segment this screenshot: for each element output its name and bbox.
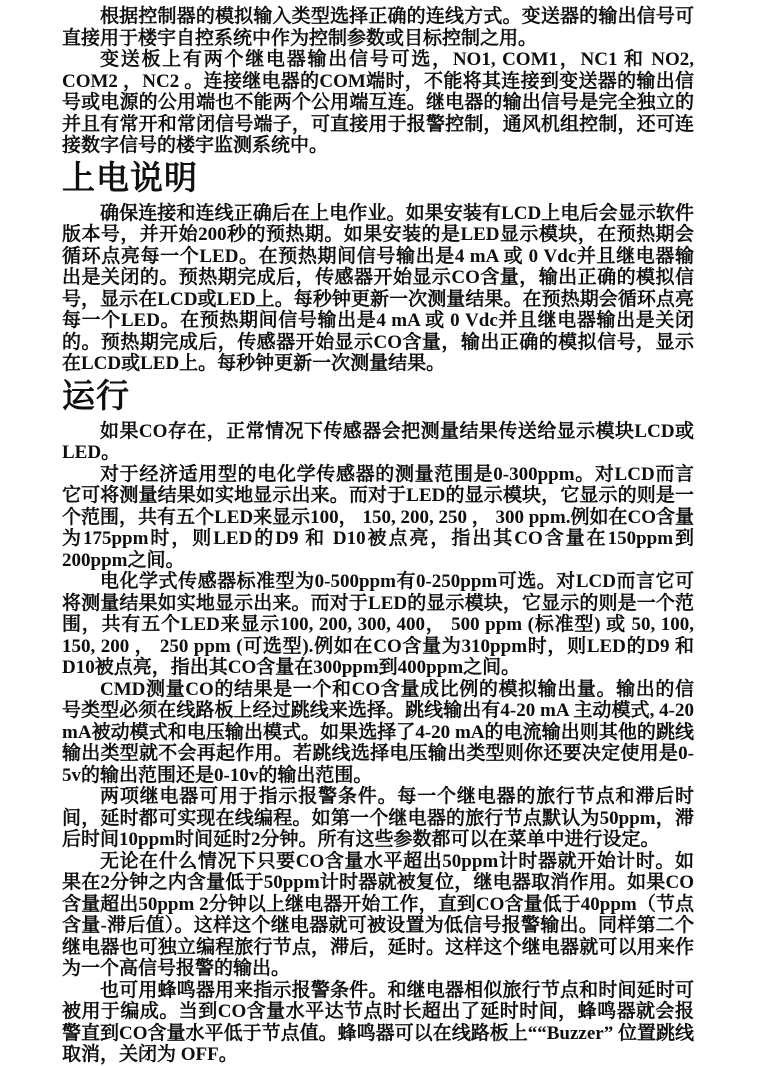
power-up-paragraph-warmup: 确保连接和连线正确后在上电作业。如果安装有LCD上电后会显示软件版本号，并开始200秒的预热期。如果安装的是LED显示模块，在预热期会循环点亮每一个LED。在预热期间信号输出是4 mA 或 0 Vdc并且继电器输出是关闭的。预热期完成后，传感器开始显示CO含量，输出正确的模拟信号，显示在LCD或LED上。每秒钟更新一次测量结果。在预热期会循环点亮每一个LED。在预热期间信号输出是4 mA 或 0 Vdc并且继电器输出是关闭的。预热期完成后，传感器开始显示CO含量，输出正确的模拟信号，显示在LCD或LED上。每秒钟更新一次测量结果。: [62, 202, 694, 374]
section-heading-operation: 运行: [62, 376, 130, 414]
operation-paragraph-relay-alarm: 两项继电器可用于指示报警条件。每一个继电器的旅行节点和滞后时间，延时都可实现在线编程。如第一个继电器的旅行节点默认为50ppm，滞后时间10ppm时间延时2分钟。所有这些参数都可以在菜单中进行设定。: [62, 786, 694, 850]
section-heading-power-up: 上电说明: [62, 158, 198, 196]
operation-paragraph-standard-range: 电化学式传感器标准型为0-500ppm有0-250ppm可选。对LCD而言它可将测量结果如实地显示出来。而对于LED的显示模块，它显示的则是一个范围，共有五个LED来显示100, 200, 300, 400， 500 ppm (标准型) 或 50, 100, 150, 200 ， 250 ppm (可选型).例如在CO含量为310ppm时，则LED的D9 和 D10被点亮，指出其CO含量在300ppm到400ppm之间。: [62, 571, 694, 678]
operation-paragraph-timer-logic: 无论在什么情况下只要CO含量水平超出50ppm计时器就开始计时。如果在2分钟之内含量低于50ppm计时器就被复位，继电器取消作用。如果CO含量超出50ppm 2分钟以上继电器开始工作，直到CO含量低于40ppm（节点含量-滞后值）。这样这个继电器就可被设置为低信号报警输出。同样第二个继电器也可独立编程旅行节点，滞后，延时。这样这个继电器就可以用来作为一个高信号报警的输出。: [62, 850, 694, 979]
operation-paragraph-display: 如果CO存在，正常情况下传感器会把测量结果传送给显示模块LCD或LED。: [62, 420, 694, 463]
operation-paragraph-economy-range: 对于经济适用型的电化学传感器的测量范围是0-300ppm。对LCD而言它可将测量结果如实地显示出来。而对于LED的显示模块，它显示的则是一个范围，共有五个LED来显示100， 150, 200, 250 ， 300 ppm.例如在CO含量为175ppm时，则LED的D9 和 D10被点亮，指出其CO含量在150ppm到200ppm之间。: [62, 463, 694, 571]
operation-paragraph-buzzer: 也可用蜂鸣器用来指示报警条件。和继电器相似旅行节点和时间延时可被用于编成。当到CO含量水平达节点时长超出了延时时间，蜂鸣器就会报警直到CO含量水平低于节点值。蜂鸣器可以在线路板上““Buzzer” 位置跳线取消，关闭为 OFF。: [62, 979, 694, 1065]
intro-paragraph-wiring: 根据控制器的模拟输入类型选择正确的连线方式。变送器的输出信号可直接用于楼宇自控系统中作为控制参数或目标控制之用。: [62, 6, 694, 49]
operation-paragraph-analog-output: CMD测量CO的结果是一个和CO含量成比例的模拟输出量。输出的信号类型必须在线路板上经过跳线来选择。跳线输出有4-20 mA 主动模式, 4-20 mA被动模式和电压输出模式。如果选择了4-20 mA的电流输出则其他的跳线输出类型就不会再起作用。若跳线选择电压输出类型则你还要决定使用是0-5v的输出范围还是0-10v的输出范围。: [62, 678, 694, 786]
intro-paragraph-relay-outputs: 变送板上有两个继电器输出信号可选，NO1, COM1，NC1 和 NO2, COM2 ，NC2 。连接继电器的COM端时，不能将其连接到变送器的输出信号或电源的公用端也不能两个公用端互连。继电器的输出信号是完全独立的并且有常开和常闭信号端子，可直接用于报警控制，通风机组控制，还可连接数字信号的楼宇监测系统中。: [62, 49, 694, 156]
